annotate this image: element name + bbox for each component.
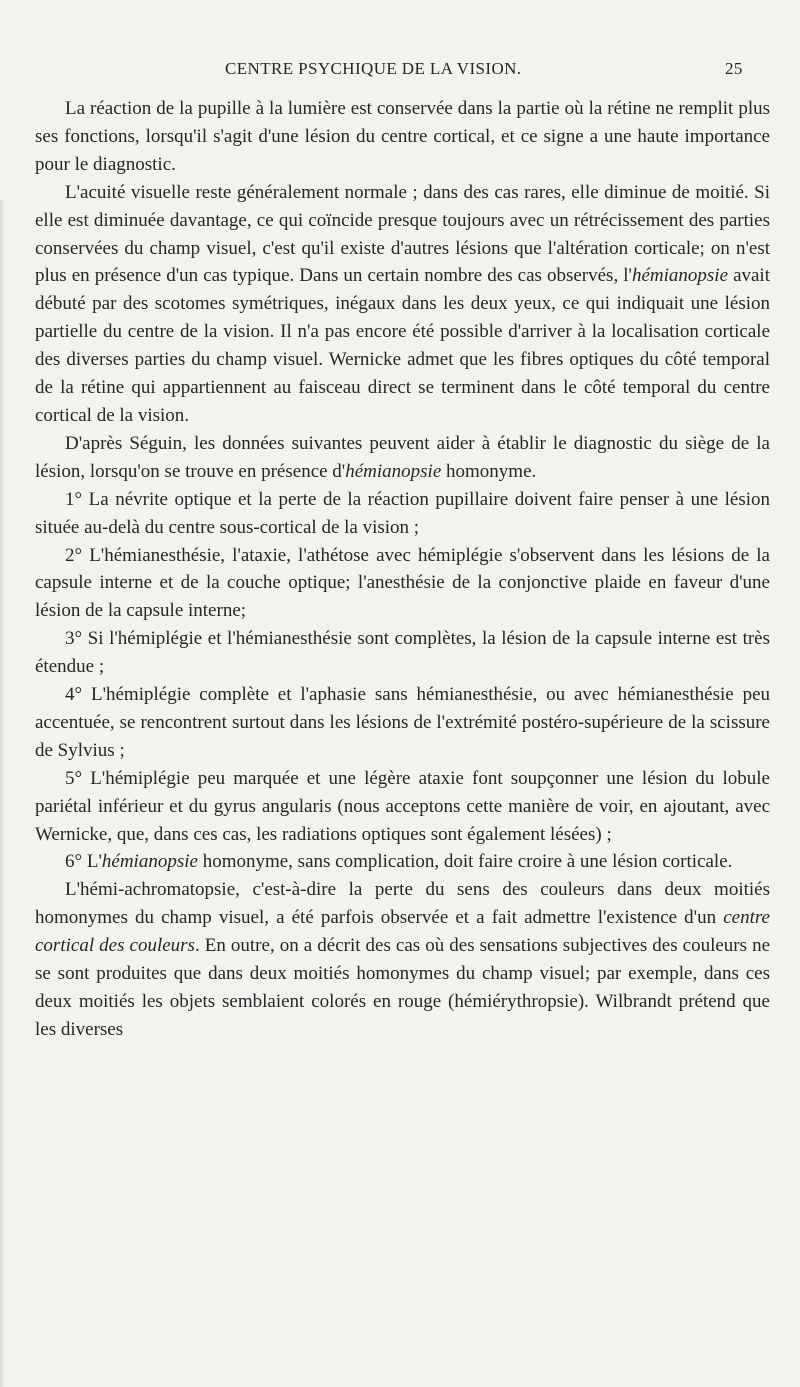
page-number: 25: [725, 59, 743, 78]
text-run: . En outre, on a décrit des cas où des sensations subjectives des couleurs ne se sont produites que dans deux moitiés homonymes du champ visuel; par exemple, dans ces deux moitiés les objets semblaient colorés en rouge (hémiérythropsie). Wilbrandt prétend que les diverses: [35, 935, 770, 1040]
paragraph: [35, 876, 770, 1043]
text-run: L'hémi-achromatopsie, c'est-à-dire la perte du sens des couleurs dans deux moitiés homonymes du champ visuel, a été parfois observée et a fait admettre l'existence d'un: [35, 879, 770, 929]
text-run: homonyme.: [441, 460, 537, 482]
paragraph: [35, 542, 770, 626]
paragraph: [35, 95, 770, 179]
text-run: 3° Si l'hémiplégie et l'hémianesthésie sont complètes, la lésion de la capsule interne est très étendue ;: [35, 628, 770, 678]
paragraph: [35, 486, 770, 542]
paragraph: [35, 430, 770, 486]
paragraph: [35, 765, 770, 849]
text-run: 2° L'hémianesthésie, l'ataxie, l'athétose avec hémiplégie s'observent dans les lésions de la capsule interne et de la couche optique; l'anesthésie de la conjonctive plaide en faveur d'une lésion de la capsule interne;: [35, 544, 770, 622]
italic-term: centre cortical des couleurs: [35, 907, 770, 957]
italic-term: hémianopsie: [101, 851, 198, 873]
running-title: CENTRE PSYCHIQUE DE LA VISION.: [225, 59, 522, 78]
body-text: [35, 95, 770, 1044]
text-run: L'acuité visuelle reste généralement normale ; dans des cas rares, elle diminue de moitié. Si elle est diminuée davantage, ce qui coïncide presque toujours avec un rétrécissement des parties conservées du champ visuel, c'est qu'il existe d'autres lésions que l'altération corticale; on n'est plus en présence d'un cas typique. Dans un certain nombre des cas observés, l': [35, 181, 770, 287]
text-run: La réaction de la pupille à la lumière est conservée dans la partie où la rétine ne remplit plus ses fonctions, lorsqu'il s'agit d'une lésion du centre cortical, et ce signe a une haute importance pour le diagnostic.: [35, 98, 770, 175]
paragraph: [35, 179, 770, 430]
italic-term: hémianopsie: [631, 265, 729, 287]
paragraph: [35, 848, 770, 876]
page-edge-shadow: [0, 200, 4, 1387]
italic-term: hémianopsie: [345, 460, 442, 482]
text-run: 1° La névrite optique et la perte de la réaction pupillaire doivent faire penser à une lésion située au-delà du centre sous-cortical de la vision ;: [35, 488, 770, 538]
text-run: homonyme, sans complication, doit faire croire à une lésion corticale.: [197, 851, 733, 873]
paragraph: [35, 625, 770, 681]
text-run: avait débuté par des scotomes symétriques, inégaux dans les deux yeux, ce qui indiquait une lésion partielle du centre de la vision. Il n'a pas encore été possible d'arriver à la localisation corticale des diverses parties du champ visuel. Wernicke admet que les fibres optiques du côté temporal de la rétine qui appartiennent au faisceau direct se terminent dans le côté temporal du centre cortical de la vision.: [35, 265, 770, 426]
text-run: 6° L': [65, 851, 102, 873]
text-run: D'après Séguin, les données suivantes peuvent aider à établir le diagnostic du siège de la lésion, lorsqu'on se trouve en présence d': [35, 432, 770, 482]
paragraph: [35, 681, 770, 765]
text-run: 4° L'hémiplégie complète et l'aphasie sans hémianesthésie, ou avec hémianesthésie peu accentuée, se rencontrent surtout dans les lésions de l'extrémité postéro-supérieure de la scissure de Sylvius ;: [35, 684, 770, 761]
text-run: 5° L'hémiplégie peu marquée et une légère ataxie font soupçonner une lésion du lobule pariétal inférieur et du gyrus angularis (nous acceptons cette manière de voir, en ajoutant, avec Wernicke, que, dans ces cas, les radiations optiques sont également lésées) ;: [35, 767, 770, 845]
